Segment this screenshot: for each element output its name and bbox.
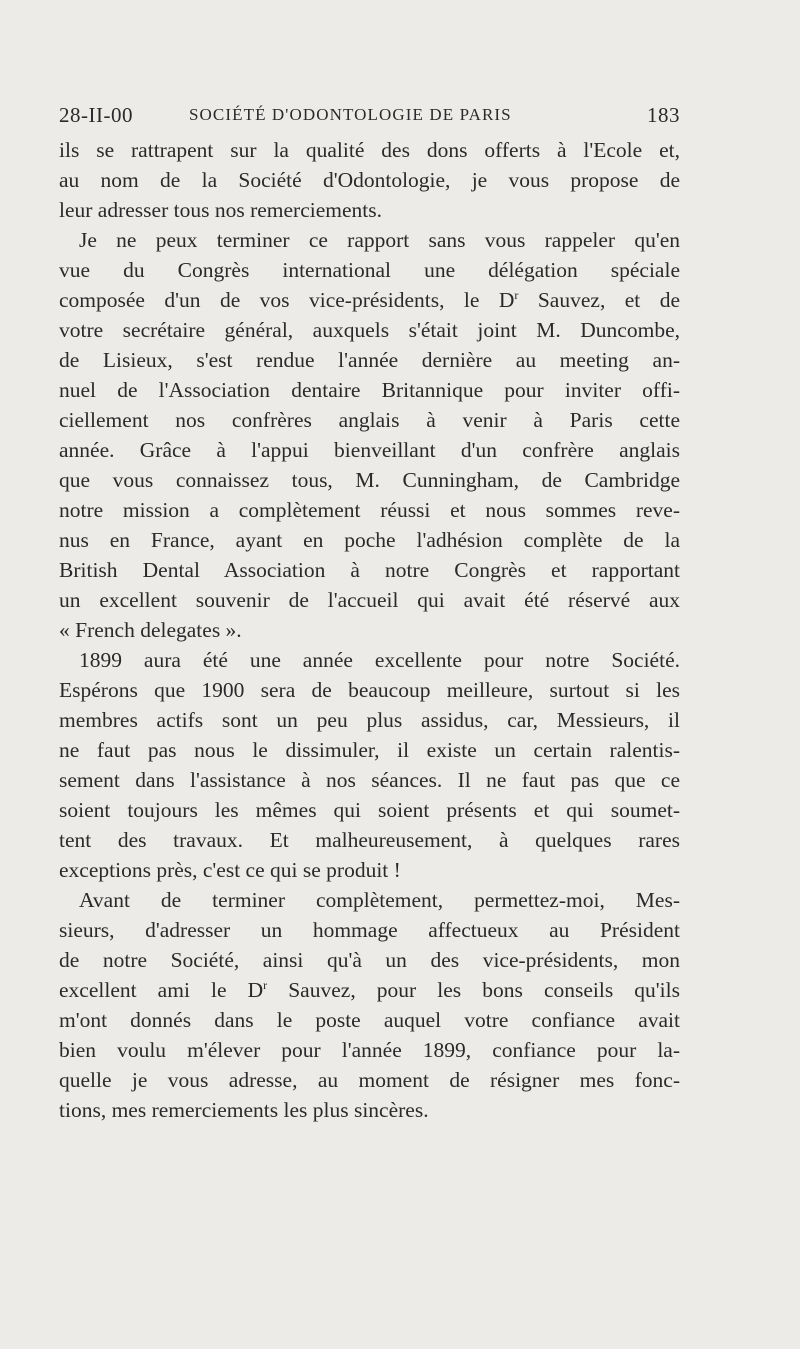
text-line <box>59 285 680 315</box>
text-line: bien voulu m'élever pour l'année 1899, confiance pour la- <box>59 1038 680 1062</box>
text-line: tent des travaux. Et malheureusement, à quelques rares <box>59 828 680 852</box>
text-line: quelle je vous adresse, au moment de résigner mes fonc- <box>59 1068 680 1092</box>
text-line: ils se rattrapent sur la qualité des dons offerts à l'Ecole et, <box>59 138 680 162</box>
text-line: Avant de terminer complètement, permettez-moi, Mes- <box>79 888 680 912</box>
text-line: notre mission a complètement réussi et nous sommes reve- <box>59 498 680 522</box>
header-date: 28-II-00 <box>59 103 133 127</box>
text-line: leur adresser tous nos remerciements. <box>59 198 382 222</box>
text-line: au nom de la Société d'Odontologie, je vous propose de <box>59 168 680 192</box>
text-line: vue du Congrès international une délégation spéciale <box>59 258 680 282</box>
text-line: ciellement nos confrères anglais à venir à Paris cette <box>59 408 680 432</box>
text-segment: excellent ami le D <box>59 978 264 1002</box>
text-line: sement dans l'assistance à nos séances. Il ne faut pas que ce <box>59 768 680 792</box>
body-text <box>59 135 680 1125</box>
text-line: membres actifs sont un peu plus assidus, car, Messieurs, il <box>59 708 680 732</box>
text-segment: composée d'un de vos vice-présidents, le D <box>59 288 515 312</box>
text-line: m'ont donnés dans le poste auquel votre confiance avait <box>59 1008 680 1032</box>
text-line: Espérons que 1900 sera de beaucoup meilleure, surtout si les <box>59 678 680 702</box>
text-line: nuel de l'Association dentaire Britannique pour inviter offi- <box>59 378 680 402</box>
text-line: soient toujours les mêmes qui soient présents et qui soumet- <box>59 798 680 822</box>
running-header <box>59 101 680 129</box>
text-line: nus en France, ayant en poche l'adhésion complète de la <box>59 528 680 552</box>
text-segment: Sauvez, pour les bons conseils qu'ils <box>267 978 680 1002</box>
text-line: année. Grâce à l'appui bienveillant d'un confrère anglais <box>59 438 680 462</box>
text-segment: Sauvez, et de <box>518 288 680 312</box>
text-line: 1899 aura été une année excellente pour notre Société. <box>79 648 680 672</box>
text-line: Je ne peux terminer ce rapport sans vous rappeler qu'en <box>79 228 680 252</box>
text-line: sieurs, d'adresser un hommage affectueux au Président <box>59 918 680 942</box>
superscript: r <box>263 978 268 992</box>
page-number: 183 <box>647 103 680 127</box>
text-line: tions, mes remerciements les plus sincères. <box>59 1098 429 1122</box>
text-line: de Lisieux, s'est rendue l'année dernière au meeting an- <box>59 348 680 372</box>
text-line: British Dental Association à notre Congrès et rapportant <box>59 558 680 582</box>
text-line: de notre Société, ainsi qu'à un des vice-présidents, mon <box>59 948 680 972</box>
text-line: votre secrétaire général, auxquels s'était joint M. Duncombe, <box>59 318 680 342</box>
text-line: un excellent souvenir de l'accueil qui avait été réservé aux <box>59 588 680 612</box>
text-line: « French delegates ». <box>59 618 242 642</box>
text-line <box>59 975 680 1005</box>
text-line: que vous connaissez tous, M. Cunningham, de Cambridge <box>59 468 680 492</box>
text-line: ne faut pas nous le dissimuler, il existe un certain ralentis- <box>59 738 680 762</box>
header-title: SOCIÉTÉ D'ODONTOLOGIE DE PARIS <box>189 105 512 124</box>
text-line: exceptions près, c'est ce qui se produit ! <box>59 858 401 882</box>
superscript: r <box>514 288 519 302</box>
